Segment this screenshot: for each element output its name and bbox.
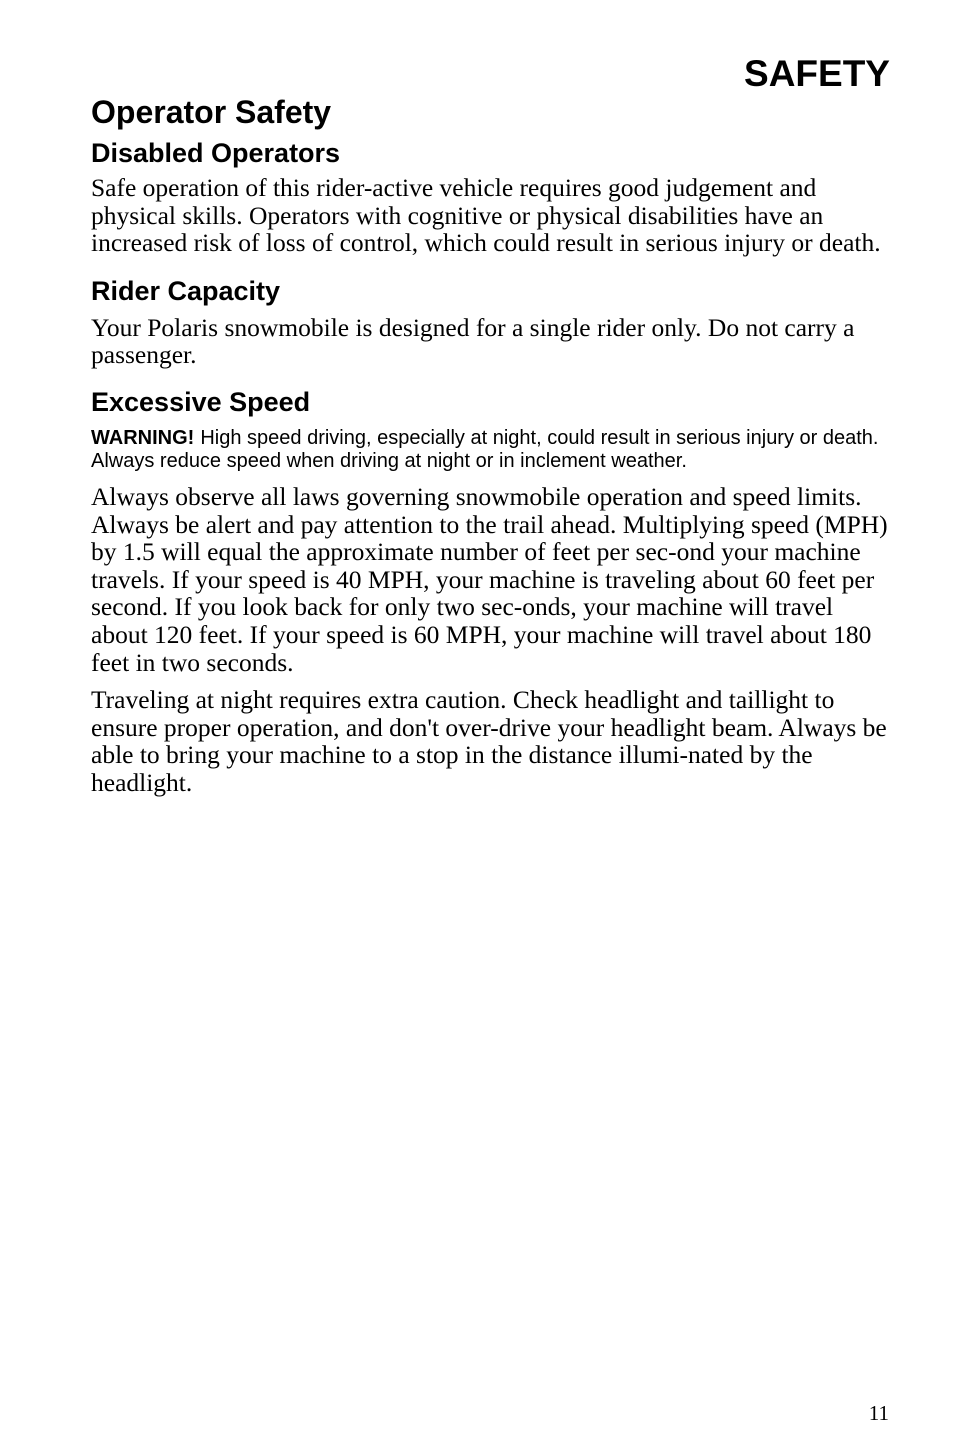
page-content bbox=[91, 92, 891, 797]
section-disabled-operators bbox=[91, 136, 891, 257]
body-paragraph: Safe operation of this rider-active vehicle requires good judgement and physical skills. Operators with cognitive or physical disabilities have an increased risk of loss of control, which could result in serious injury or death. bbox=[91, 173, 881, 258]
section-rider-capacity bbox=[91, 274, 891, 369]
warning-text: High speed driving, especially at night, could result in serious injury or death. Always reduce speed when driving at night or in inclement weather. bbox=[91, 426, 879, 472]
section-heading: Excessive Speed bbox=[91, 386, 311, 417]
section-label: SAFETY bbox=[744, 53, 890, 94]
section-heading: Disabled Operators bbox=[91, 138, 341, 168]
section-heading: Rider Capacity bbox=[91, 275, 281, 306]
page-title: Operator Safety bbox=[91, 94, 332, 130]
section-excessive-speed bbox=[91, 385, 891, 797]
body-paragraph: Traveling at night requires extra caution. Check headlight and taillight to ensure proper operation, and don't over-drive your headlight beam. Always be able to bring your machine to a stop in the distance illumi-nated by the headlight. bbox=[91, 685, 887, 797]
warning-notice bbox=[91, 427, 891, 473]
warning-label: WARNING! bbox=[91, 426, 195, 449]
body-paragraph: Your Polaris snowmobile is designed for a single rider only. Do not carry a passenger. bbox=[91, 312, 855, 370]
page-number: 11 bbox=[868, 1401, 889, 1425]
body-paragraph: Always observe all laws governing snowmobile operation and speed limits. Always be alert and pay attention to the trail ahead. Multiplying speed (MPH) by 1.5 will equal the approximate number of feet per sec-ond your machine travels. If your speed is 40 MPH, your machine is traveling about 60 feet per second. If you look back for only two sec-onds, your machine will travel about 120 feet. If your speed is 60 MPH, your machine will travel about 180 feet in two seconds. bbox=[91, 481, 888, 677]
